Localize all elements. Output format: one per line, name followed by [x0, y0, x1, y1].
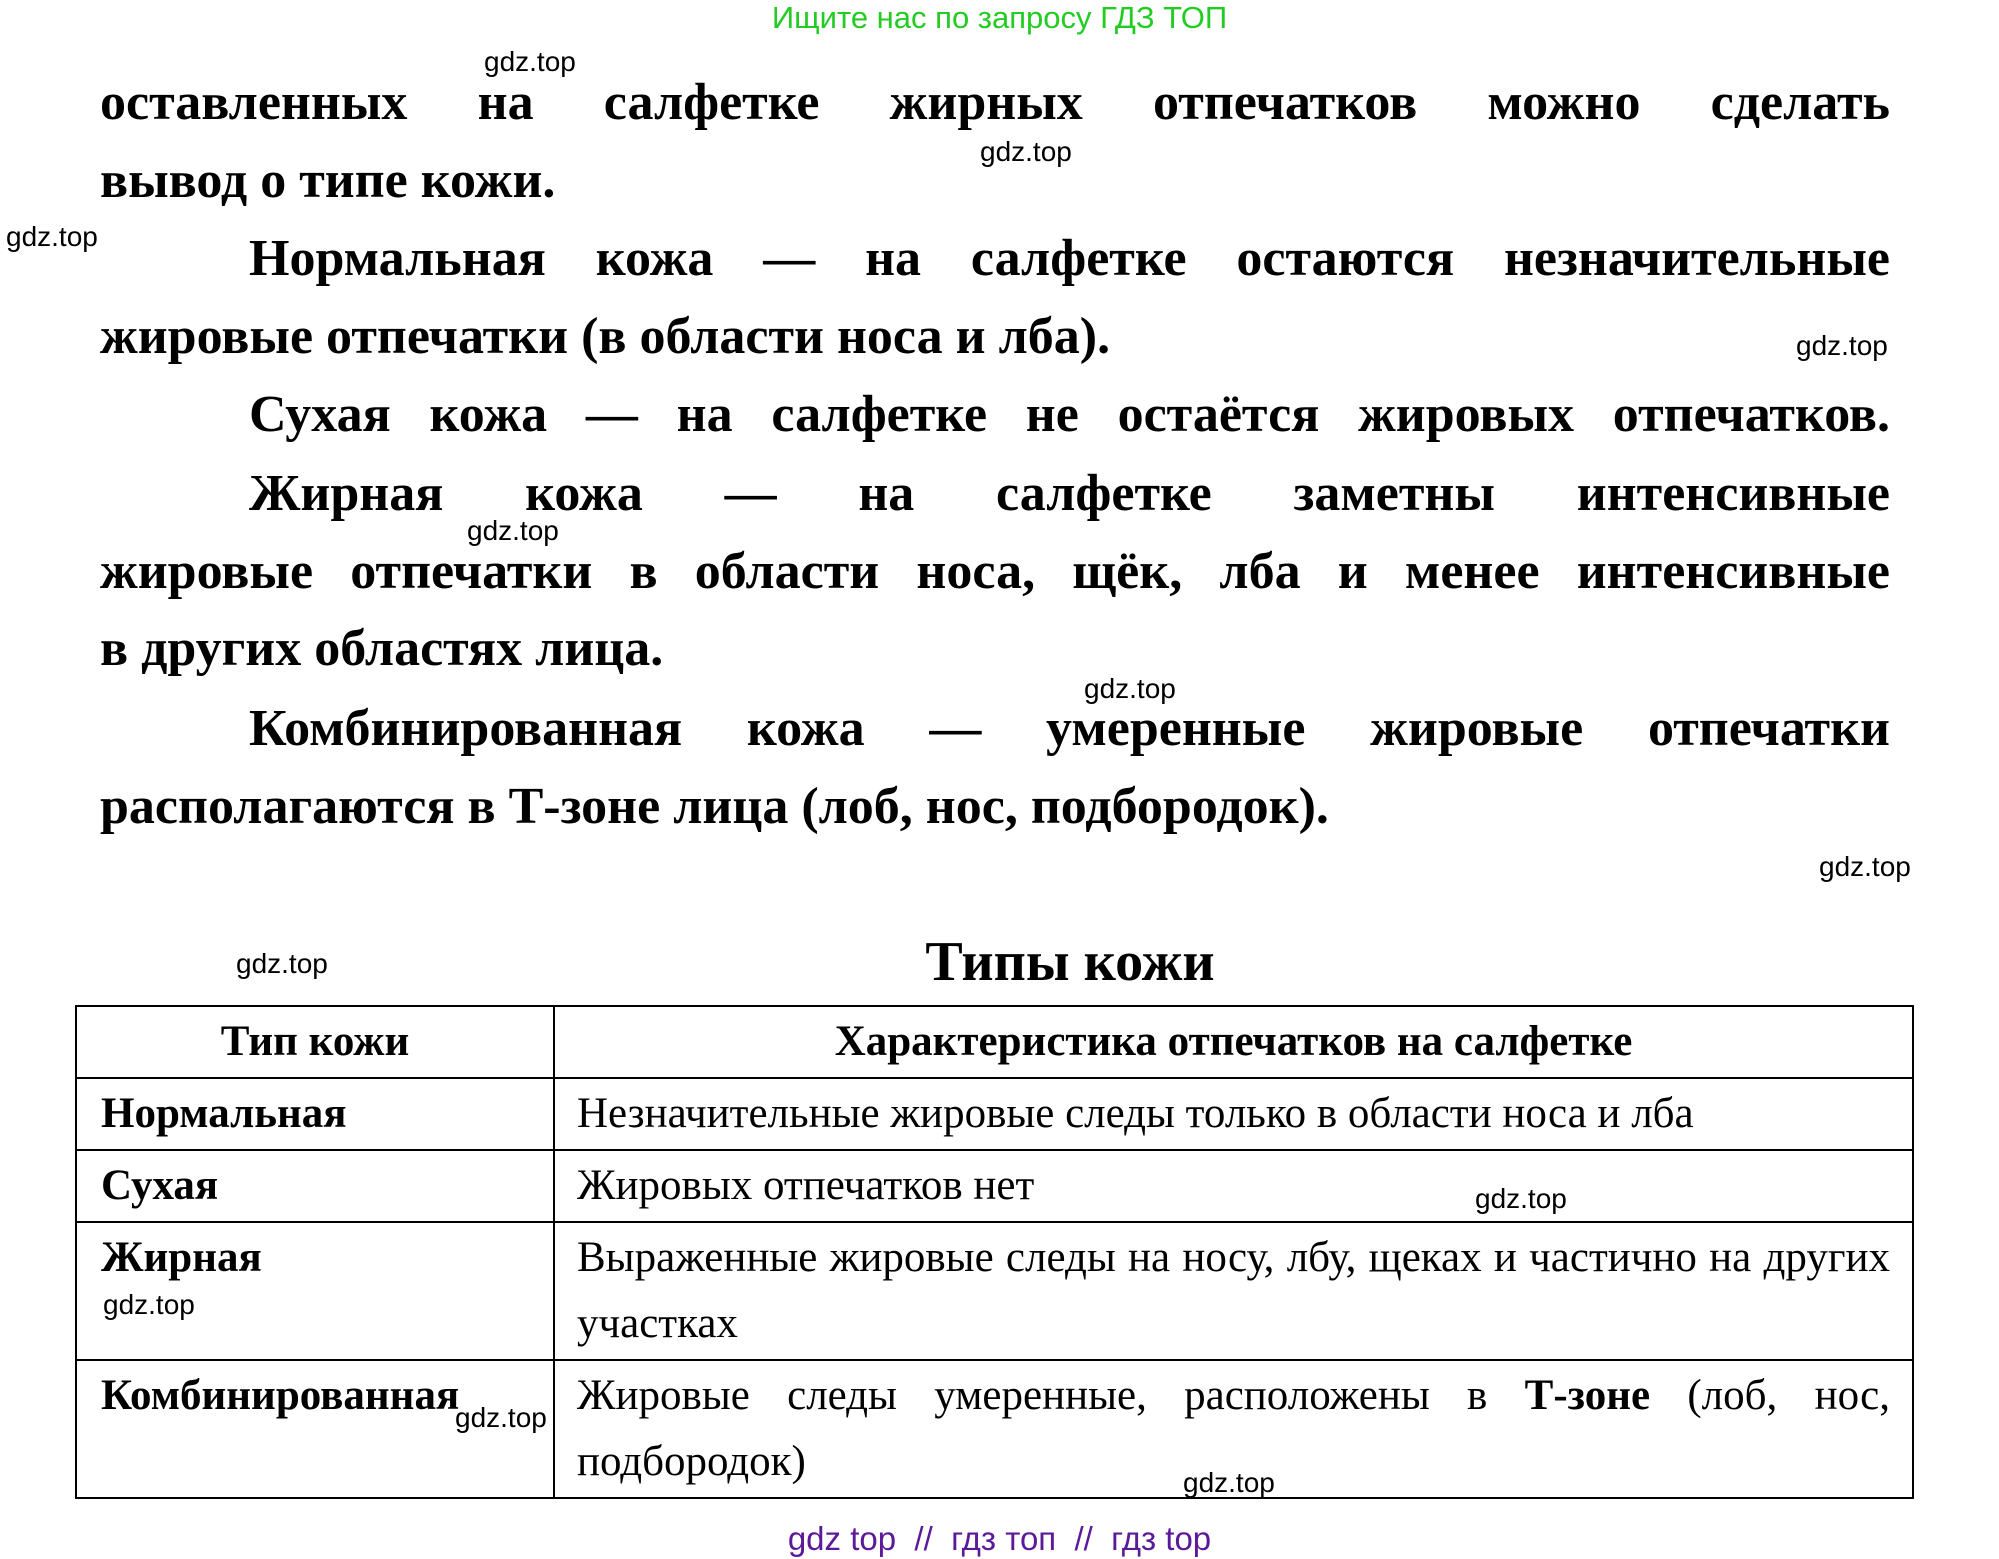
- watermark: gdz.top: [1084, 673, 1176, 704]
- watermark: gdz.top: [1183, 1467, 1275, 1498]
- skin-description: Жировых отпечатков нет: [554, 1150, 1913, 1222]
- skin-type: Жирная: [76, 1222, 554, 1360]
- skin-description: Выраженные жировые следы на носу, лбу, щеках и частично на других участках: [554, 1222, 1913, 1360]
- table-header-row: [76, 1006, 1913, 1078]
- watermark: gdz.top: [484, 46, 576, 77]
- desc-part: Жировые следы умеренные, расположены в: [577, 1372, 1525, 1419]
- text-line: жировые отпечатки (в области носа и лба).: [100, 308, 1111, 365]
- desc-part: (лоб, нос, подбородок): [577, 1372, 1890, 1485]
- text-line: Жирная кожа — на салфетке заметны интенсивные: [249, 465, 1890, 522]
- watermark: gdz.top: [6, 221, 98, 252]
- table-row: [76, 1222, 1913, 1360]
- footer-links: gdz top // гдз топ // гдз top: [787, 1520, 1212, 1557]
- table-title: Типы кожи: [925, 931, 1215, 993]
- search-banner: Ищите нас по запросу ГДЗ ТОП: [771, 0, 1228, 35]
- text-line: оставленных на салфетке жирных отпечатков можно сделать: [100, 74, 1890, 131]
- watermark: gdz.top: [1819, 851, 1911, 882]
- text-line: Нормальная кожа — на салфетке остаются незначительные: [249, 230, 1890, 287]
- skin-type: Нормальная: [76, 1078, 554, 1150]
- skin-types-table: [75, 1005, 1914, 1499]
- text-line: в других областях лица.: [100, 620, 664, 677]
- watermark: gdz.top: [1796, 330, 1888, 361]
- table-row: [76, 1360, 1913, 1498]
- skin-type: Комбинированная: [76, 1360, 554, 1498]
- watermark: gdz.top: [103, 1289, 195, 1320]
- watermark: gdz.top: [455, 1402, 547, 1433]
- table-row: [76, 1150, 1913, 1222]
- skin-type: Сухая: [76, 1150, 554, 1222]
- skin-description: Незначительные жировые следы только в области носа и лба: [554, 1078, 1913, 1150]
- watermark: gdz.top: [236, 948, 328, 979]
- watermark: gdz.top: [467, 515, 559, 546]
- header-type: Тип кожи: [76, 1006, 554, 1078]
- watermark: gdz.top: [980, 136, 1072, 167]
- text-line: Комбинированная кожа — умеренные жировые отпечатки: [249, 700, 1890, 757]
- watermark: gdz.top: [1475, 1183, 1567, 1214]
- text-line: вывод о типе кожи.: [100, 152, 556, 209]
- text-line: жировые отпечатки в области носа, щёк, лба и менее интенсивные: [100, 543, 1890, 600]
- header-characteristic: Характеристика отпечатков на салфетке: [554, 1006, 1913, 1078]
- text-line: Сухая кожа — на салфетке не остаётся жировых отпечатков.: [249, 386, 1890, 443]
- table-row: [76, 1078, 1913, 1150]
- desc-bold-term: Т-зоне: [1524, 1372, 1651, 1419]
- text-line: располагаются в Т-зоне лица (лоб, нос, подбородок).: [100, 778, 1329, 835]
